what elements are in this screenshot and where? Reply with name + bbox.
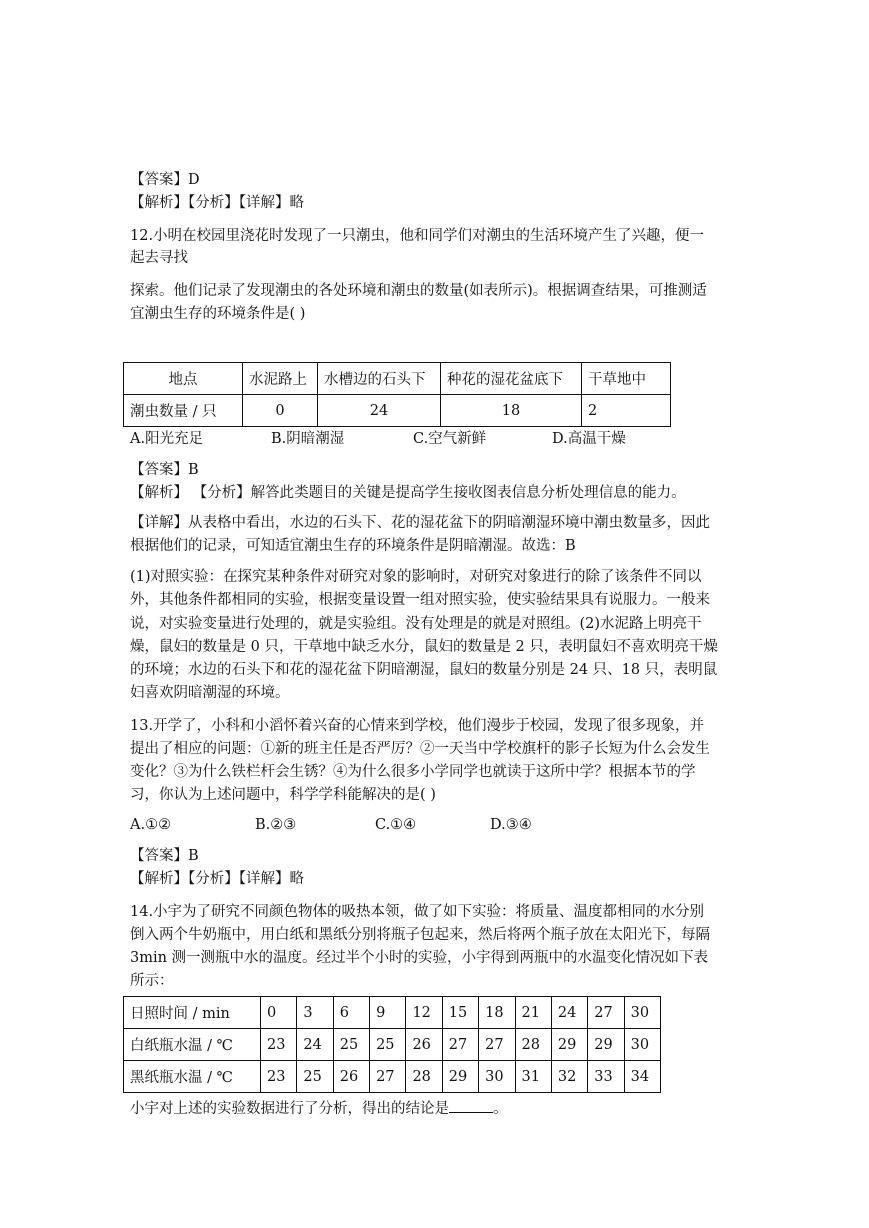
q13-option-b: B.②③ — [255, 817, 297, 833]
table-header-cell: 种花的湿花盆底下 — [441, 363, 582, 395]
table-cell: 30 — [624, 997, 660, 1029]
table-cell: 33 — [588, 1061, 624, 1093]
answer-line-q12: 【答案】B — [130, 462, 199, 478]
analysis-line-q13: 【解析】【分析】【详解】略 — [130, 871, 304, 887]
table-cell: 29 — [551, 1029, 587, 1061]
q12-stem-line-4: 宜潮虫生存的环境条件是( ) — [130, 306, 306, 322]
q13-option-d: D.③④ — [490, 817, 532, 833]
q12-detail-line-2: 根据他们的记录，可知适宜潮虫生存的环境条件是阴暗潮湿。故选：B — [130, 538, 576, 554]
table-cell: 27 — [588, 997, 624, 1029]
table-cell: 31 — [515, 1061, 551, 1093]
q14-conclusion-line — [130, 1098, 508, 1119]
q14-stem-line: 3min 测一测瓶中水的温度。经过半个小时的实验，小宇得到两瓶中的水温变化情况如下表 — [130, 950, 709, 966]
table-cell: 18 — [479, 997, 515, 1029]
q12-option-d: D.高温干燥 — [552, 431, 626, 447]
analysis-line-q11: 【解析】【分析】【详解】略 — [130, 195, 304, 211]
table-cell: 3 — [297, 997, 333, 1029]
q12-extra-line: 的环境；水边的石头下和花的湿花盆下阴暗潮湿，鼠妇的数量分别是 24 只、18 只，表明鼠 — [130, 662, 718, 678]
table-cell: 25 — [333, 1029, 369, 1061]
table-cell: 32 — [551, 1061, 587, 1093]
table-cell: 25 — [370, 1029, 406, 1061]
table-cell: 9 — [370, 997, 406, 1029]
table-cell: 29 — [442, 1061, 478, 1093]
table-cell: 18 — [441, 395, 582, 427]
table-cell: 26 — [406, 1029, 442, 1061]
q13-option-c: C.①④ — [375, 817, 417, 833]
table-row-label: 黑纸瓶水温 / ℃ — [124, 1061, 261, 1093]
table-row-label: 日照时间 / min — [124, 997, 261, 1029]
q13-option-a: A.①② — [130, 817, 172, 833]
table-row — [124, 395, 671, 427]
table-header-row — [124, 363, 671, 395]
table-cell: 24 — [297, 1029, 333, 1061]
table-cell: 24 — [318, 395, 441, 427]
table-row — [124, 1029, 661, 1061]
q12-stem-line-3: 探索。他们记录了发现潮虫的各处环境和潮虫的数量(如表所示)。根据调查结果，可推测适 — [130, 283, 707, 299]
table-cell: 12 — [406, 997, 442, 1029]
q12-extra-line: 燥，鼠妇的数量是 0 只，干草地中缺乏水分，鼠妇的数量是 2 只，表明鼠妇不喜欢明亮干燥 — [130, 639, 718, 655]
answer-blank — [449, 1098, 493, 1113]
table-cell: 28 — [406, 1061, 442, 1093]
table-header-cell: 水槽边的石头下 — [318, 363, 441, 395]
table-cell: 23 — [261, 1029, 297, 1061]
table-header-cell: 水泥路上 — [243, 363, 318, 395]
q12-survey-table — [123, 362, 671, 427]
q13-stem-line: 变化？③为什么铁栏杆会生锈？④为什么很多小学同学也就读于这所中学？根据本节的学 — [130, 764, 696, 780]
q14-stem-line: 倒入两个牛奶瓶中，用白纸和黑纸分别将瓶子包起来，然后将两个瓶子放在太阳光下，每隔 — [130, 927, 710, 943]
table-cell: 0 — [261, 997, 297, 1029]
table-row — [124, 997, 661, 1029]
q12-option-a: A.阳光充足 — [130, 431, 204, 447]
q14-conclusion-suffix: 。 — [493, 1101, 508, 1117]
q14-conclusion-prefix: 小宇对上述的实验数据进行了分析，得出的结论是 — [130, 1101, 449, 1117]
q14-stem-line: 14.小宇为了研究不同颜色物体的吸热本领，做了如下实验：将质量、温度都相同的水分别 — [130, 904, 705, 920]
q14-temperature-table — [123, 996, 661, 1093]
q12-extra-line: 说，对实验变量进行处理的，就是实验组。没有处理是的就是对照组。(2)水泥路上明亮干 — [130, 616, 702, 632]
q14-stem-line: 所示： — [130, 973, 174, 989]
table-cell: 29 — [588, 1029, 624, 1061]
analysis-line-q12: 【解析】 【分析】解答此类题目的关键是提高学生接收图表信息分析处理信息的能力。 — [130, 485, 686, 501]
table-cell: 25 — [297, 1061, 333, 1093]
table-cell: 23 — [261, 1061, 297, 1093]
q12-extra-line: (1)对照实验：在探究某种条件对研究对象的影响时，对研究对象进行的除了该条件不同以 — [130, 569, 702, 585]
table-header-cell: 地点 — [124, 363, 243, 395]
answer-line-q13: 【答案】B — [130, 848, 199, 864]
q12-stem-line-2: 起去寻找 — [130, 250, 188, 266]
q12-extra-line: 妇喜欢阴暗潮湿的环境。 — [130, 685, 290, 701]
q12-stem-line-1: 12.小明在校园里浇花时发现了一只潮虫，他和同学们对潮虫的生活环境产生了兴趣，便一 — [130, 228, 705, 244]
table-row-label: 白纸瓶水温 / ℃ — [124, 1029, 261, 1061]
table-cell: 15 — [442, 997, 478, 1029]
q13-stem-line: 提出了相应的问题：①新的班主任是否严厉？②一天当中学校旗杆的影子长短为什么会发生 — [130, 741, 710, 757]
table-header-cell: 干草地中 — [582, 363, 671, 395]
q12-option-c: C.空气新鲜 — [413, 431, 487, 447]
table-cell: 21 — [515, 997, 551, 1029]
q12-detail-line-1: 【详解】从表格中看出，水边的石头下、花的湿花盆下的阴暗潮湿环境中潮虫数量多，因此 — [130, 515, 710, 531]
table-cell: 2 — [582, 395, 671, 427]
table-cell: 24 — [551, 997, 587, 1029]
table-cell: 34 — [624, 1061, 660, 1093]
table-cell: 30 — [479, 1061, 515, 1093]
table-cell: 27 — [370, 1061, 406, 1093]
table-cell: 0 — [243, 395, 318, 427]
table-cell: 30 — [624, 1029, 660, 1061]
q13-stem-line: 习，你认为上述问题中，科学学科能解决的是( ) — [130, 787, 436, 803]
q12-extra-line: 外，其他条件都相同的实验，根据变量设置一组对照实验，使实验结果具有说服力。一般来 — [130, 592, 710, 608]
q13-stem-line: 13.开学了，小科和小滔怀着兴奋的心情来到学校，他们漫步于校园，发现了很多现象，并 — [130, 718, 705, 734]
table-cell: 6 — [333, 997, 369, 1029]
table-cell: 27 — [479, 1029, 515, 1061]
table-row-label: 潮虫数量 / 只 — [124, 395, 243, 427]
table-cell: 27 — [442, 1029, 478, 1061]
q12-option-b: B.阴暗潮湿 — [271, 431, 345, 447]
table-cell: 26 — [333, 1061, 369, 1093]
table-row — [124, 1061, 661, 1093]
answer-line-q11: 【答案】D — [130, 172, 200, 188]
table-cell: 28 — [515, 1029, 551, 1061]
